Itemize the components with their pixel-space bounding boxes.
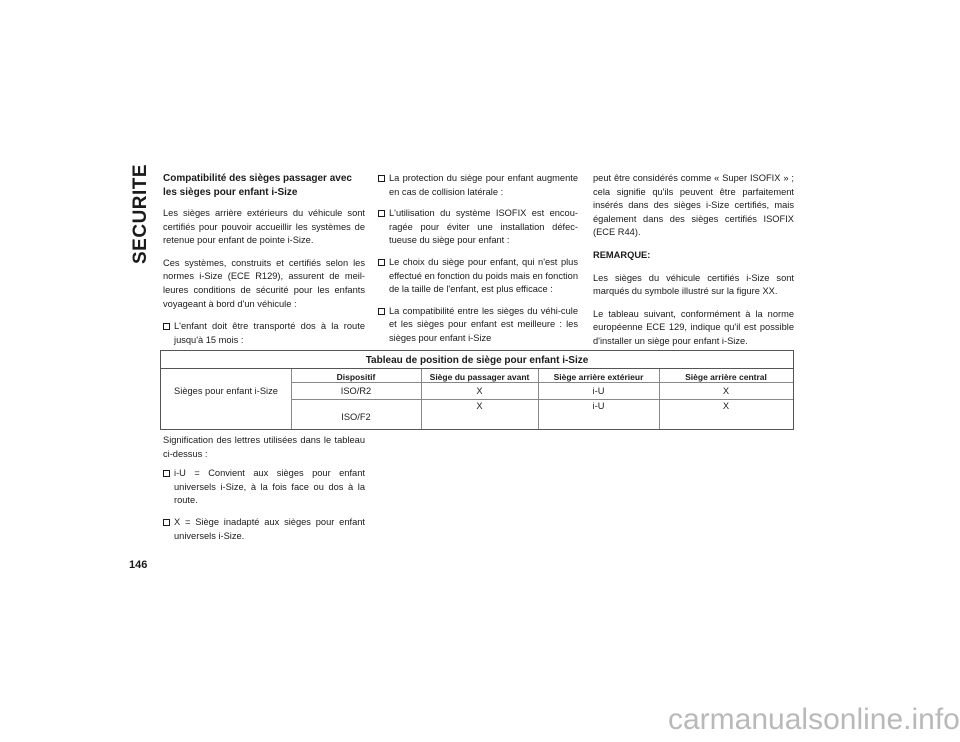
list-item — [378, 207, 578, 248]
row-divider — [291, 399, 793, 400]
page-number: 146 — [129, 559, 148, 571]
table-cell: ISO/R2 — [340, 386, 372, 396]
list-item — [378, 172, 578, 199]
bullet-list — [163, 467, 365, 543]
list-item — [163, 516, 365, 543]
list-item — [378, 305, 578, 346]
column-3 — [593, 172, 794, 358]
table-header-device: Dispositif — [336, 372, 376, 382]
bullet-square-icon — [378, 210, 385, 217]
column-2 — [378, 172, 578, 354]
table-cell: X — [722, 386, 730, 396]
list-item — [163, 467, 365, 508]
list-item-continuation: peut être considérés comme « Super ISOFIX » ; cela signifie qu'ils peuvent être parfaitement insérés dans des sièges i-Size certifiés, mais également dans des sièges certifiés ISOFIX (ECE R44). — [593, 173, 794, 238]
table-header-rear-center: Siège arrière central — [685, 372, 767, 382]
list-item-text: Le choix du siège pour enfant, qui n'est plus effectué en fonction du poids mais en fonction de la taille de l'enfant, est plus efficace : — [389, 256, 578, 295]
table-cell: X — [722, 401, 730, 411]
table-cell: ISO/F2 — [341, 412, 371, 422]
bullet-square-icon — [378, 259, 385, 266]
legend-explanation — [163, 434, 365, 551]
table-title: Tableau de position de siège pour enfant i-Size — [365, 355, 589, 366]
table-divider — [161, 368, 793, 369]
bullet-square-icon — [163, 323, 170, 330]
list-item — [378, 256, 578, 297]
section-tab — [128, 163, 154, 264]
table-row-label: Sièges pour enfant i-Size — [174, 386, 278, 396]
bullet-list — [378, 172, 578, 346]
note-text: Les sièges du véhicule certifiés i-Size sont marqués du symbole illustré sur la figure XX. — [593, 272, 794, 297]
bullet-list — [163, 320, 365, 347]
note-label: REMARQUE: — [593, 249, 651, 260]
table-header-rear-outer: Siège arrière extérieur — [553, 372, 644, 382]
column-1 — [163, 172, 365, 355]
bullet-square-icon — [163, 519, 170, 526]
legend-intro: Signification des lettres utilisées dans le tableau ci-dessus : — [163, 435, 365, 459]
list-item — [163, 320, 365, 347]
row-divider — [291, 382, 793, 383]
table-cell: i-U — [592, 401, 605, 411]
list-item-text: X = Siège inadapté aux sièges pour enfant universels i-Size. — [174, 516, 365, 541]
section-heading: Compatibilité des sièges passager avec les sièges pour enfant i-Size — [163, 173, 352, 198]
bullet-square-icon — [163, 470, 170, 477]
paragraph-norms: Ces systèmes, construits et certifiés selon les normes i-Size (ECE R129), assurent de meil-leures conditions de sécurité pour les enfants voyageant à bord d'un véhicule : — [163, 257, 365, 309]
watermark: carmanualsonline.info — [668, 703, 960, 736]
list-item-text: i-U = Convient aux sièges pour enfant universels i-Size, à la fois face ou dos à la route. — [174, 468, 365, 506]
list-item-text: La protection du siège pour enfant augmente en cas de collision latérale : — [389, 173, 578, 197]
table-cell: i-U — [592, 386, 605, 396]
list-item-text: L'enfant doit être transporté dos à la route jusqu'à 15 mois : — [174, 321, 365, 345]
table-header-front-passenger: Siège du passager avant — [429, 372, 530, 382]
list-item-text: L'utilisation du système ISOFIX est encou-ragée pour éviter une installation défec-tueuse du siège pour enfant : — [389, 208, 578, 246]
section-tab-label: SECURITE — [130, 163, 151, 264]
list-item-text: La compatibilité entre les sièges du véhi-cule et les sièges pour enfant est meilleure : les sièges pour enfant i-Size — [389, 305, 578, 343]
bullet-square-icon — [378, 308, 385, 315]
bullet-square-icon — [378, 175, 385, 182]
paragraph-table-intro: Le tableau suivant, conformément à la norme européenne ECE 129, indique qu'il est possible d'installer un siège pour enfant i-Size. — [593, 308, 794, 346]
isize-position-table — [160, 350, 794, 430]
table-cell: X — [476, 401, 483, 411]
paragraph-intro: Les sièges arrière extérieurs du véhicule sont certifiés pour pouvoir accueillir les systèmes de retenue pour enfant de pointe i-Size. — [163, 208, 365, 246]
table-cell: X — [476, 386, 483, 396]
